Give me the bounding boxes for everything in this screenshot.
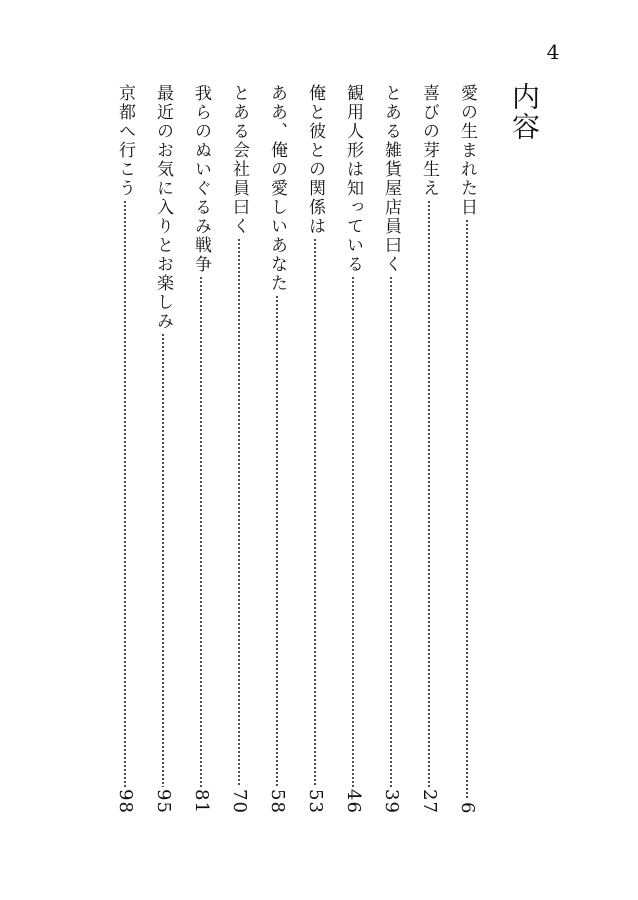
toc-entry-page: 27: [419, 789, 440, 814]
toc-entry: [341, 84, 365, 814]
toc-entry: [113, 84, 137, 814]
dot-leader: [351, 276, 355, 787]
toc-title: 内容: [508, 82, 541, 142]
toc-entry-page: 6: [457, 801, 478, 814]
toc-entry-page: 39: [381, 789, 402, 814]
toc-entry: [455, 84, 479, 814]
dot-leader: [313, 238, 317, 787]
dot-leader: [237, 238, 241, 787]
toc-entry-page: 81: [191, 789, 212, 814]
toc-entry-title: とある雑貨屋店員曰く: [381, 84, 401, 274]
toc-entry-title: 喜びの芽生え: [419, 84, 439, 198]
dot-leader: [389, 276, 393, 787]
toc-entry: [151, 84, 175, 814]
toc-entry-title: 俺と彼との関係は: [305, 84, 325, 236]
dot-leader: [427, 200, 431, 787]
toc-entry: [417, 84, 441, 814]
toc-entry-title: ああ、俺の愛しいあなた: [267, 84, 287, 293]
toc-entry: [189, 84, 213, 814]
toc-entry: [303, 84, 327, 814]
toc-entry: [265, 84, 289, 814]
toc-entry-page: 70: [229, 789, 250, 814]
toc-entry-title: 最近のお気に入りとお楽しみ: [153, 84, 173, 331]
dot-leader: [465, 219, 469, 800]
toc-entry-title: とある会社員曰く: [229, 84, 249, 236]
dot-leader: [275, 295, 279, 787]
toc-entry-page: 98: [115, 789, 136, 814]
toc-entry-page: 95: [153, 789, 174, 814]
dot-leader: [161, 333, 165, 787]
toc-entry-page: 46: [343, 789, 364, 814]
page-number: 4: [546, 40, 560, 64]
toc-entry: [379, 84, 403, 814]
toc-entry-title: 観用人形は知っている: [343, 84, 363, 274]
toc-entry: [227, 84, 251, 814]
toc-entry-title: 愛の生まれた日: [457, 84, 477, 217]
toc-entry-page: 53: [305, 789, 326, 814]
toc-entry-page: 58: [267, 789, 288, 814]
toc-entry-title: 京都へ行こう: [115, 84, 135, 198]
toc-entry-title: 我らのぬいぐるみ戦争: [191, 84, 211, 274]
dot-leader: [199, 276, 203, 787]
dot-leader: [123, 200, 127, 787]
